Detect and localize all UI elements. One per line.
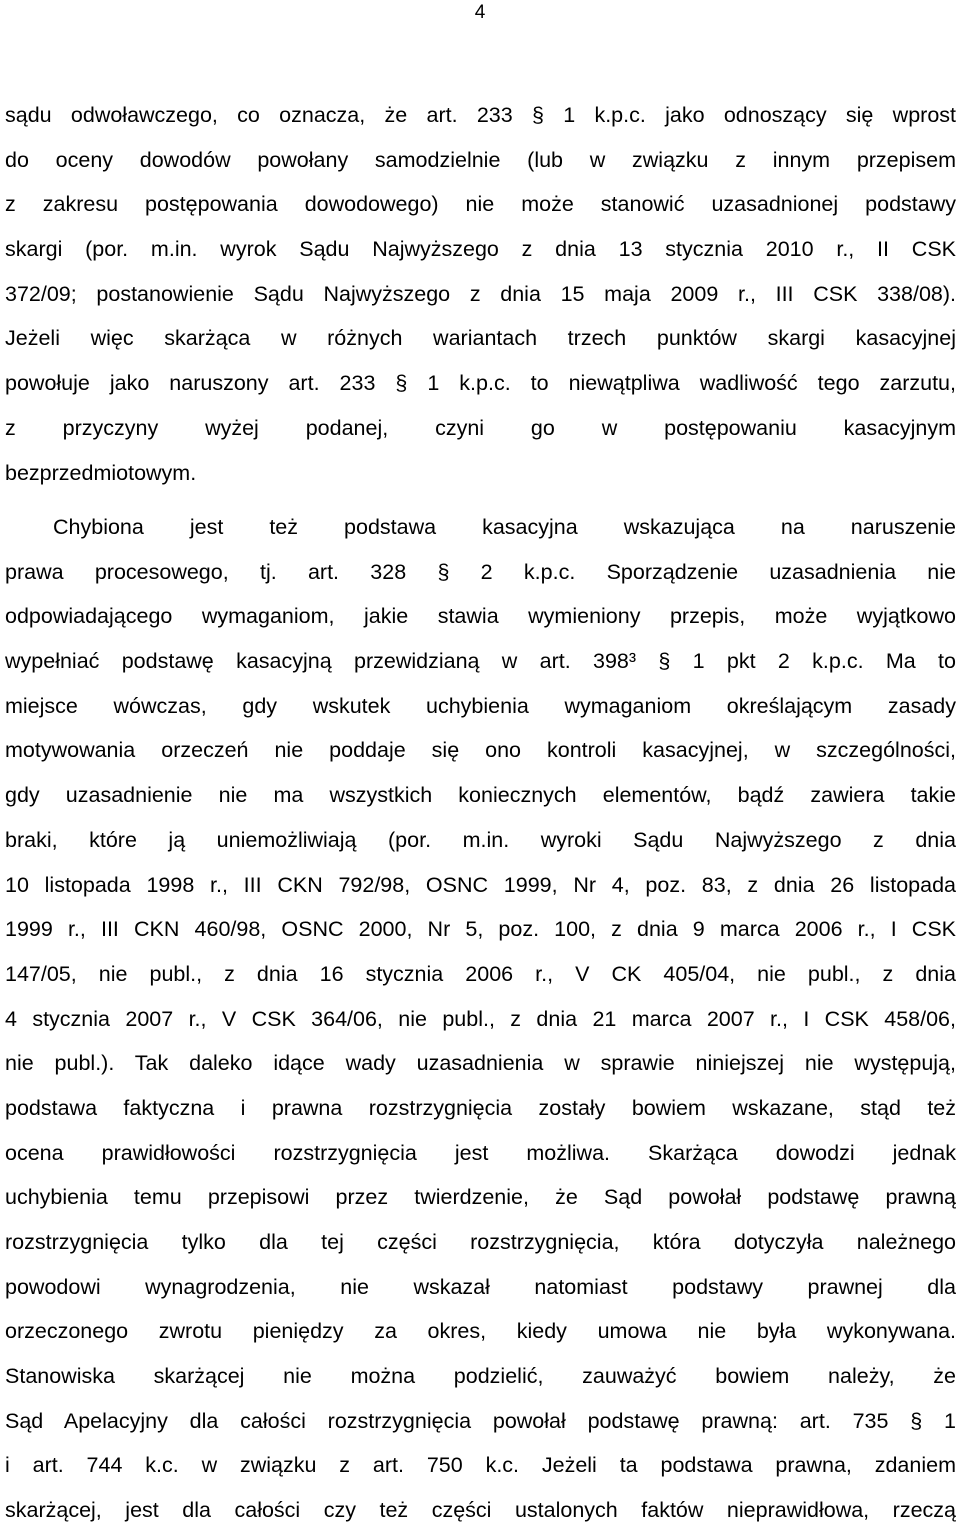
text-line: odpowiadającego wymaganiom, jakie stawia wymieniony przepis, może wyjątkowo [5,604,956,629]
text-line: Jeżeli więc skarżąca w różnych wariantach trzech punktów skargi kasacyjnej [5,326,956,351]
text-line: sądu odwoławczego, co oznacza, że art. 233 § 1 k.p.c. jako odnoszący się wprost [5,103,956,127]
text-line: miejsce wówczas, gdy wskutek uchybienia wymaganiom określającym zasady [5,693,956,718]
text-line: bezprzedmiotowym. [5,460,197,485]
text-line: 4 stycznia 2007 r., V CSK 364/06, nie publ., z dnia 21 marca 2007 r., I CSK 458/06, [5,1006,956,1031]
text-line: 1999 r., III CKN 460/98, OSNC 2000, Nr 5, poz. 100, z dnia 9 marca 2006 r., I CSK [5,917,956,942]
text-line: do oceny dowodów powołany samodzielnie (lub w związku z innym przepisem [5,147,956,172]
text-line: gdy uzasadnienie nie ma wszystkich koniecznych elementów, bądź zawiera takie [5,783,956,808]
text-line: z zakresu postępowania dowodowego) nie może stanowić uzasadnionej podstawy [5,192,956,217]
text-line: prawa procesowego, tj. art. 328 § 2 k.p.c. Sporządzenie uzasadnienia nie [5,559,956,584]
text-line: nie publ.). Tak daleko idące wady uzasadnienia w sprawie niniejszej nie występują, [5,1051,956,1076]
text-line: wypełniać podstawę kasacyjną przewidzianą w art. 398³ § 1 pkt 2 k.p.c. Ma to [5,649,956,674]
page-number: 4 [474,2,486,23]
text-line: rozstrzygnięcia tylko dla tej części rozstrzygnięcia, która dotyczyła należnego [5,1230,956,1254]
text-line: 372/09; postanowienie Sądu Najwyższego z dnia 15 maja 2009 r., III CSK 338/08). [5,281,956,306]
text-line: 10 listopada 1998 r., III CKN 792/98, OSNC 1999, Nr 4, poz. 83, z dnia 26 listopada [5,872,956,897]
text-line: ocena prawidłowości rozstrzygnięcia jest możliwa. Skarżąca dowodzi jednak [5,1140,956,1165]
text-line: z przyczyny wyżej podanej, czyni go w postępowaniu kasacyjnym [5,415,956,440]
paragraph-1 [5,93,956,495]
text-line: Chybiona jest też podstawa kasacyjna wskazująca na naruszenie [53,515,956,539]
text-line: skarżącej, jest dla całości czy też części ustalonych faktów nieprawidłowa, rzeczą [5,1498,956,1523]
text-line: skargi (por. m.in. wyrok Sądu Najwyższego z dnia 13 stycznia 2010 r., II CSK [5,237,956,262]
text-line: orzeczonego zwrotu pieniędzy za okres, kiedy umowa nie była wykonywana. [5,1319,956,1344]
text-line: Stanowiska skarżącej nie można podzielić, zauważyć bowiem należy, że [5,1364,956,1389]
paragraph-2 [5,505,956,1533]
text-line: uchybienia temu przepisowi przez twierdzenie, że Sąd powołał podstawę prawną [5,1185,956,1210]
text-line: powołuje jako naruszony art. 233 § 1 k.p.c. to niewątpliwa wadliwość tego zarzutu, [5,371,956,396]
text-line: 147/05, nie publ., z dnia 16 stycznia 2006 r., V CK 405/04, nie publ., z dnia [5,961,956,986]
text-line: Sąd Apelacyjny dla całości rozstrzygnięcia powołał podstawę prawną: art. 735 § 1 [5,1408,956,1433]
text-line: braki, które ją uniemożliwiają (por. m.in. wyroki Sądu Najwyższego z dnia [5,827,956,852]
text-line: powodowi wynagrodzenia, nie wskazał natomiast podstawy prawnej dla [5,1274,956,1299]
text-line: motywowania orzeczeń nie poddaje się ono kontroli kasacyjnej, w szczególności, [5,738,956,763]
text-line: podstawa faktyczna i prawna rozstrzygnięcia zostały bowiem wskazane, stąd też [5,1095,956,1120]
text-line: i art. 744 k.c. w związku z art. 750 k.c. Jeżeli ta podstawa prawna, zdaniem [5,1453,956,1478]
